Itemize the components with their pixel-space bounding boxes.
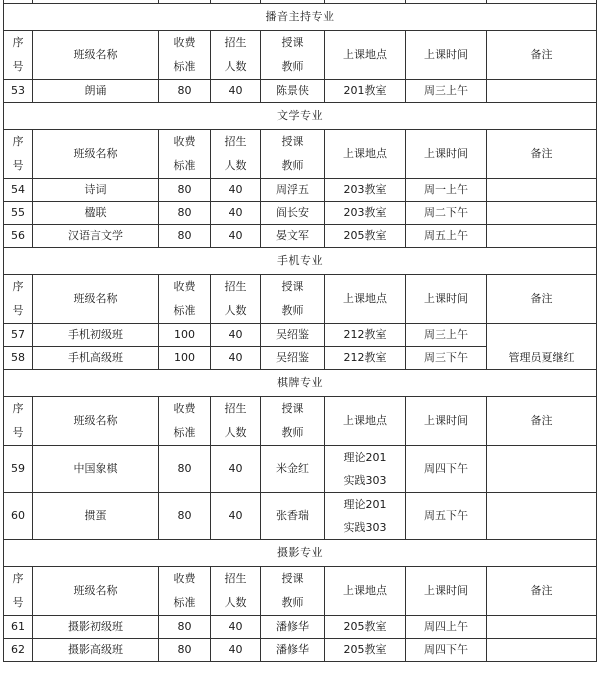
class-name-cell: 手机高级班 — [33, 347, 159, 370]
location-cell: 212教室 — [325, 347, 406, 370]
time-cell: 周三上午 — [406, 324, 487, 347]
fee-cell: 100 — [159, 347, 211, 370]
row-number: 55 — [4, 202, 33, 225]
remark-cell — [487, 80, 597, 103]
table-row — [4, 324, 597, 347]
header-class-name: 班级名称 — [33, 130, 159, 179]
time-cell: 周三上午 — [406, 80, 487, 103]
header-index: 序 号 — [4, 31, 33, 80]
section-title-row — [4, 103, 597, 130]
header-teacher: 授课 教师 — [261, 567, 325, 616]
remark-cell — [487, 225, 597, 248]
enroll-cell: 40 — [211, 179, 261, 202]
teacher-cell: 陈景侠 — [261, 80, 325, 103]
table-row — [4, 225, 597, 248]
location-cell: 212教室 — [325, 324, 406, 347]
teacher-cell: 潘修华 — [261, 639, 325, 662]
header-class-name: 班级名称 — [33, 275, 159, 324]
teacher-cell: 阎长安 — [261, 202, 325, 225]
teacher-cell: 吴绍鉴 — [261, 324, 325, 347]
enroll-cell: 40 — [211, 202, 261, 225]
time-cell: 周四下午 — [406, 639, 487, 662]
time-cell: 周一上午 — [406, 179, 487, 202]
time-cell: 周四上午 — [406, 616, 487, 639]
section-title-row — [4, 370, 597, 397]
header-time: 上课时间 — [406, 31, 487, 80]
row-number: 60 — [4, 493, 33, 540]
header-index: 序 号 — [4, 275, 33, 324]
fee-cell: 80 — [159, 225, 211, 248]
section-title: 播音主持专业 — [4, 4, 597, 31]
header-time: 上课时间 — [406, 567, 487, 616]
teacher-cell: 晏文军 — [261, 225, 325, 248]
fee-cell: 80 — [159, 616, 211, 639]
class-name-cell: 中国象棋 — [33, 446, 159, 493]
header-teacher: 授课 教师 — [261, 31, 325, 80]
teacher-cell: 吴绍鉴 — [261, 347, 325, 370]
fee-cell: 80 — [159, 80, 211, 103]
enroll-cell: 40 — [211, 493, 261, 540]
time-cell: 周五下午 — [406, 493, 487, 540]
class-name-cell: 朗诵 — [33, 80, 159, 103]
header-class-name: 班级名称 — [33, 31, 159, 80]
location-cell: 理论201 实践303 — [325, 493, 406, 540]
table-row — [4, 202, 597, 225]
remark-cell — [487, 179, 597, 202]
table-row — [4, 639, 597, 662]
header-remark: 备注 — [487, 130, 597, 179]
time-cell: 周四下午 — [406, 446, 487, 493]
header-fee: 收费 标准 — [159, 130, 211, 179]
fee-cell: 80 — [159, 202, 211, 225]
table-row — [4, 446, 597, 493]
header-enroll: 招生 人数 — [211, 275, 261, 324]
section-title-row — [4, 540, 597, 567]
class-name-cell: 汉语言文学 — [33, 225, 159, 248]
header-location: 上课地点 — [325, 567, 406, 616]
row-number: 53 — [4, 80, 33, 103]
teacher-cell: 潘修华 — [261, 616, 325, 639]
class-name-cell: 掼蛋 — [33, 493, 159, 540]
header-location: 上课地点 — [325, 130, 406, 179]
header-teacher: 授课 教师 — [261, 130, 325, 179]
header-row — [4, 31, 597, 80]
location-cell: 理论201 实践303 — [325, 446, 406, 493]
location-cell: 203教室 — [325, 202, 406, 225]
header-index: 序 号 — [4, 567, 33, 616]
location-cell: 205教室 — [325, 225, 406, 248]
header-remark: 备注 — [487, 275, 597, 324]
table-row — [4, 80, 597, 103]
enroll-cell: 40 — [211, 639, 261, 662]
header-class-name: 班级名称 — [33, 567, 159, 616]
header-time: 上课时间 — [406, 130, 487, 179]
time-cell: 周三下午 — [406, 347, 487, 370]
header-location: 上课地点 — [325, 275, 406, 324]
section-title-row — [4, 4, 597, 31]
header-row — [4, 397, 597, 446]
location-cell: 201教室 — [325, 80, 406, 103]
header-enroll: 招生 人数 — [211, 31, 261, 80]
header-fee: 收费 标准 — [159, 31, 211, 80]
header-fee: 收费 标准 — [159, 397, 211, 446]
header-class-name: 班级名称 — [33, 397, 159, 446]
remark-cell — [487, 202, 597, 225]
section-title: 棋牌专业 — [4, 370, 597, 397]
class-name-cell: 摄影高级班 — [33, 639, 159, 662]
row-number: 62 — [4, 639, 33, 662]
remark-cell: 管理员夏继红 — [487, 324, 597, 370]
fee-cell: 80 — [159, 639, 211, 662]
row-number: 58 — [4, 347, 33, 370]
header-location: 上课地点 — [325, 397, 406, 446]
section-title: 手机专业 — [4, 248, 597, 275]
remark-cell — [487, 639, 597, 662]
class-name-cell: 手机初级班 — [33, 324, 159, 347]
remark-cell — [487, 493, 597, 540]
section-title: 文学专业 — [4, 103, 597, 130]
fee-cell: 80 — [159, 493, 211, 540]
table-row — [4, 493, 597, 540]
header-enroll: 招生 人数 — [211, 130, 261, 179]
class-name-cell: 楹联 — [33, 202, 159, 225]
time-cell: 周五上午 — [406, 225, 487, 248]
header-index: 序 号 — [4, 130, 33, 179]
section-title: 摄影专业 — [4, 540, 597, 567]
teacher-cell: 米金红 — [261, 446, 325, 493]
header-location: 上课地点 — [325, 31, 406, 80]
location-cell: 203教室 — [325, 179, 406, 202]
teacher-cell: 周浮五 — [261, 179, 325, 202]
row-number: 61 — [4, 616, 33, 639]
class-name-cell: 诗词 — [33, 179, 159, 202]
teacher-cell: 张香瑞 — [261, 493, 325, 540]
fee-cell: 80 — [159, 446, 211, 493]
header-row — [4, 130, 597, 179]
course-schedule-table — [3, 0, 597, 662]
enroll-cell: 40 — [211, 446, 261, 493]
enroll-cell: 40 — [211, 347, 261, 370]
header-enroll: 招生 人数 — [211, 397, 261, 446]
table-row — [4, 616, 597, 639]
header-teacher: 授课 教师 — [261, 397, 325, 446]
location-cell: 205教室 — [325, 639, 406, 662]
header-time: 上课时间 — [406, 397, 487, 446]
enroll-cell: 40 — [211, 616, 261, 639]
header-fee: 收费 标准 — [159, 567, 211, 616]
row-number: 54 — [4, 179, 33, 202]
section-title-row — [4, 248, 597, 275]
enroll-cell: 40 — [211, 80, 261, 103]
enroll-cell: 40 — [211, 225, 261, 248]
row-number: 59 — [4, 446, 33, 493]
header-row — [4, 275, 597, 324]
time-cell: 周二下午 — [406, 202, 487, 225]
header-enroll: 招生 人数 — [211, 567, 261, 616]
table-row — [4, 179, 597, 202]
location-cell: 205教室 — [325, 616, 406, 639]
header-remark: 备注 — [487, 31, 597, 80]
header-row — [4, 567, 597, 616]
header-remark: 备注 — [487, 567, 597, 616]
header-time: 上课时间 — [406, 275, 487, 324]
remark-cell — [487, 616, 597, 639]
enroll-cell: 40 — [211, 324, 261, 347]
header-teacher: 授课 教师 — [261, 275, 325, 324]
class-name-cell: 摄影初级班 — [33, 616, 159, 639]
remark-cell — [487, 446, 597, 493]
fee-cell: 100 — [159, 324, 211, 347]
header-index: 序 号 — [4, 397, 33, 446]
row-number: 56 — [4, 225, 33, 248]
header-fee: 收费 标准 — [159, 275, 211, 324]
header-remark: 备注 — [487, 397, 597, 446]
fee-cell: 80 — [159, 179, 211, 202]
row-number: 57 — [4, 324, 33, 347]
